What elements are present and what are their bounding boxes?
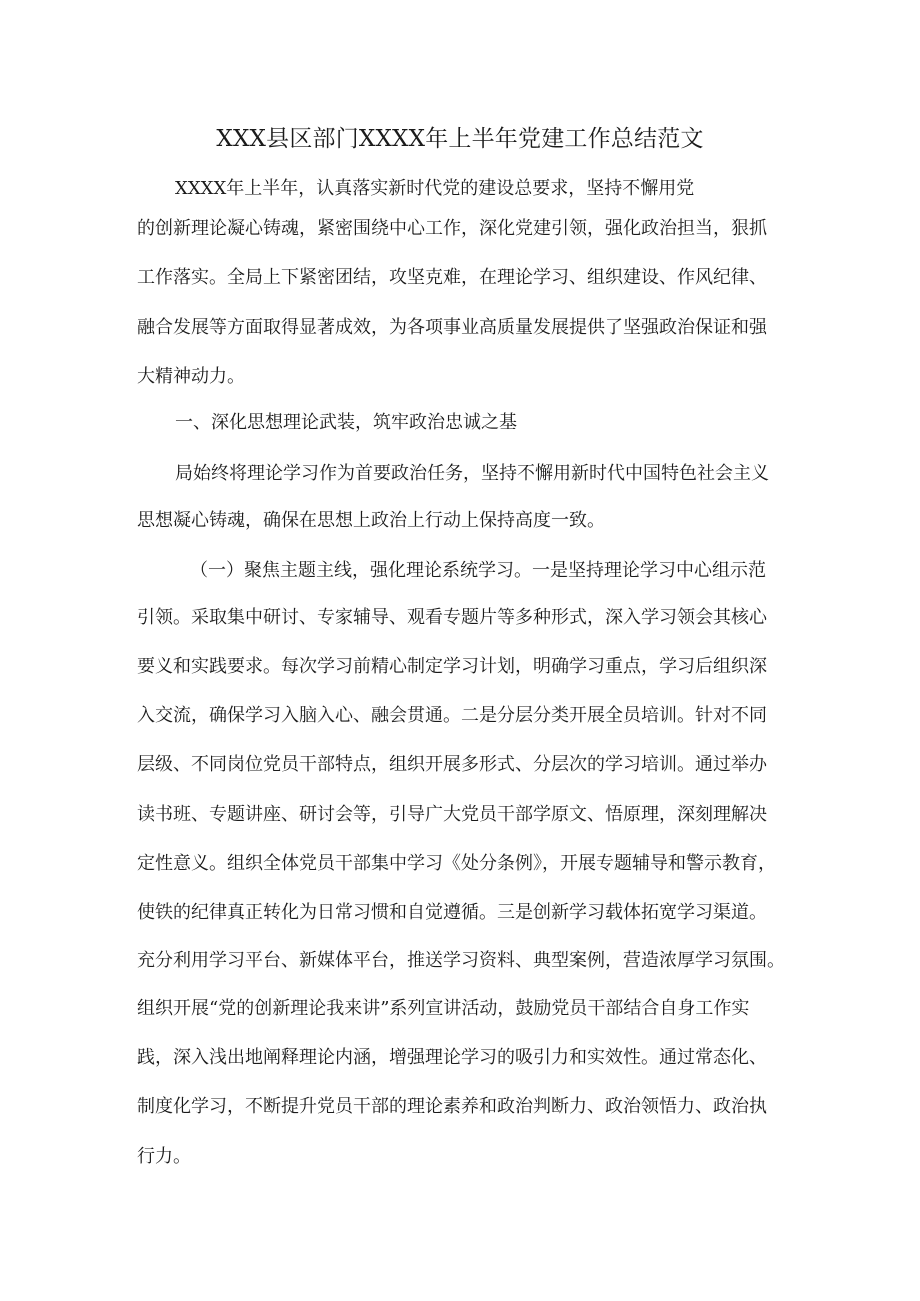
subsection-line-5: 层级、不同岗位党员干部特点，组织开展多形式、分层次的学习培训。通过举办 — [137, 754, 767, 775]
intro-line-4: 融合发展等方面取得显著成效，为各项事业高质量发展提供了坚强政治保证和强 — [137, 317, 767, 338]
intro-line-5: 大精神动力。 — [137, 366, 245, 387]
subsection-line-8: 使铁的纪律真正转化为日常习惯和自觉遵循。三是创新学习载体拓宽学习渠道。 — [137, 902, 767, 923]
subsection-line-11: 践，深入浅出地阐释理论内涵，增强理论学习的吸引力和实效性。通过常态化、 — [137, 1047, 767, 1068]
intro-line-1: XXXX年上半年，认真落实新时代党的建设总要求，坚持不懈用党 — [175, 178, 695, 199]
subsection-line-10: 组织开展“党的创新理论我来讲”系列宣讲活动，鼓励党员干部结合自身工作实 — [137, 998, 750, 1019]
subsection-line-3: 要义和实践要求。每次学习前精心制定学习计划，明确学习重点，学习后组织深 — [137, 656, 767, 677]
document-title: XXX县区部门XXXX年上半年党建工作总结范文 — [216, 126, 704, 152]
subsection-line-12: 制度化学习，不断提升党员干部的理论素养和政治判断力、政治领悟力、政治执 — [137, 1096, 767, 1117]
subsection-line-1: （一）聚焦主题主线，强化理论系统学习。一是坚持理论学习中心组示范 — [190, 560, 766, 581]
subsection-line-2: 引领。采取集中研讨、专家辅导、观看专题片等多种形式，深入学习领会其核心 — [137, 607, 767, 628]
subsection-line-6: 读书班、专题讲座、研讨会等，引导广大党员干部学原文、悟原理，深刻理解决 — [137, 804, 767, 825]
intro-line-3: 工作落实。全局上下紧密团结，攻坚克难，在理论学习、组织建设、作风纪律、 — [137, 267, 767, 288]
section-heading-1: 一、深化思想理论武装，筑牢政治忠诚之基 — [175, 412, 517, 433]
subsection-line-9: 充分利用学习平台、新媒体平台，推送学习资料、典型案例，营造浓厚学习氛围。 — [137, 950, 785, 971]
section-para-line-2: 思想凝心铸魂，确保在思想上政治上行动上保持高度一致。 — [137, 510, 605, 531]
subsection-line-7: 定性意义。组织全体党员干部集中学习《处分条例》，开展专题辅导和警示教育， — [137, 853, 776, 874]
subsection-line-4: 入交流，确保学习入脑入心、融会贯通。二是分层分类开展全员培训。针对不同 — [137, 705, 767, 726]
section-para-line-1: 局始终将理论学习作为首要政治任务，坚持不懈用新时代中国特色社会主义 — [175, 463, 769, 484]
intro-line-2: 的创新理论凝心铸魂，紧密围绕中心工作，深化党建引领，强化政治担当，狠抓 — [137, 218, 767, 239]
subsection-line-13: 行力。 — [137, 1146, 191, 1167]
